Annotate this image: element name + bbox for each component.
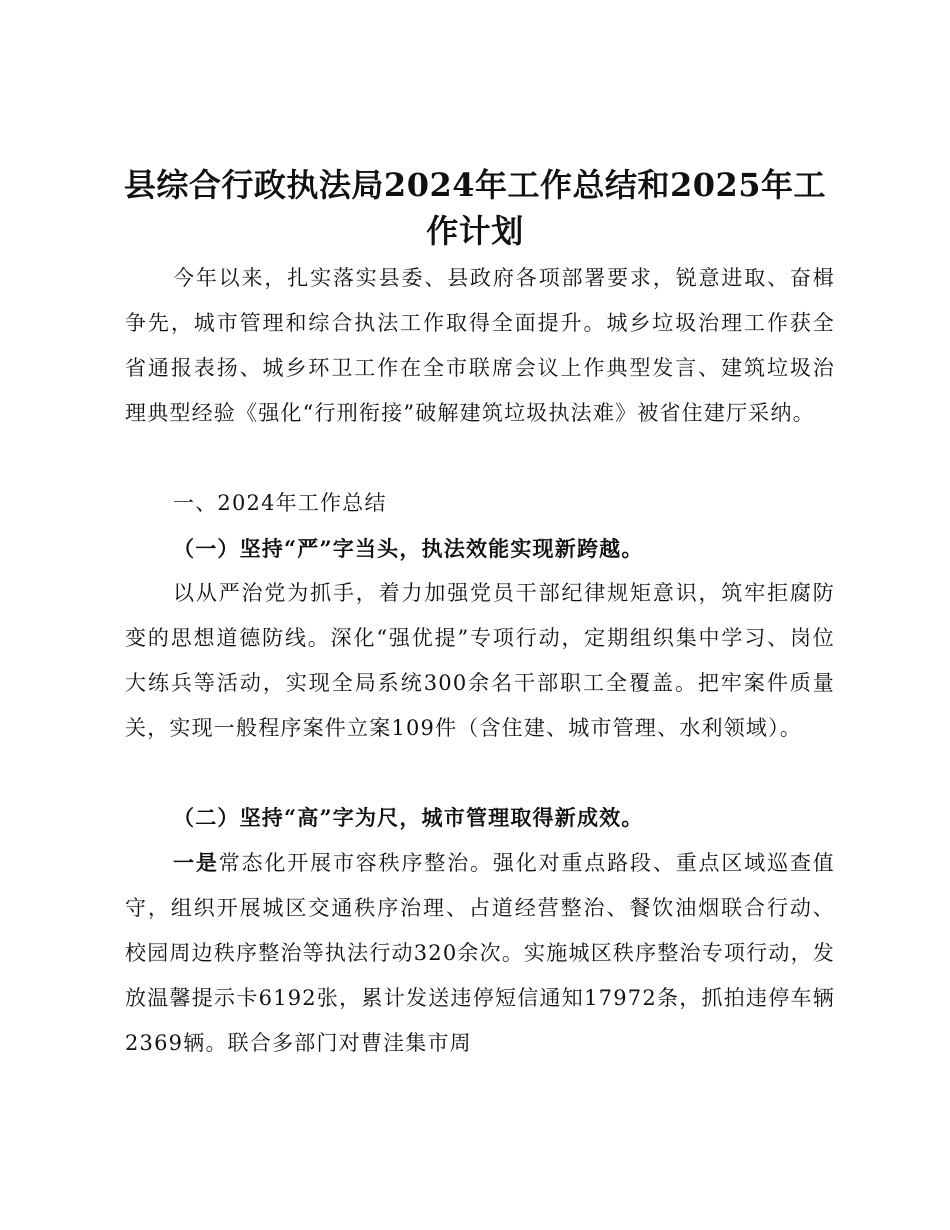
subsection-body-1: 以从严治党为抓手，着力加强党员干部纪律规矩意识，筑牢拒腐防变的思想道德防线。深化“强优提”专项行动，定期组织集中学习、岗位大练兵等活动，实现全局系统300余名干部职工全覆盖。把牢案件质量关，实现一般程序案件立案109件（含住建、城市管理、水利领域）。 [125,581,835,740]
document-title: 县综合行政执法局2024年工作总结和2025年工作计划 [123,166,827,250]
intro-paragraph: 今年以来，扎实落实县委、县政府各项部署要求，锐意进取、奋楫争先，城市管理和综合执法工作取得全面提升。城乡垃圾治理工作获全省通报表扬、城乡环卫工作在全市联席会议上作典型发言、建筑垃圾治理典型经验《强化“行刑衔接”破解建筑垃圾执法难》被省住建厅采纳。 [125,266,835,425]
subsection-heading-2: （二）坚持“高”字为尺，城市管理取得新成效。 [173,805,644,830]
subsection-heading-1: （一）坚持“严”字当头，执法效能实现新跨越。 [173,536,644,561]
item-body: 常态化开展市容秩序整治。强化对重点路段、重点区域巡查值守，组织开展城区交通秩序治理、占道经营整治、餐饮油烟联合行动、校园周边秩序整治等执法行动320余次。实施城区秩序整治专项行动，发放温馨提示卡6192张，累计发送违停短信通知17972条，抓拍违停车辆2369辆。联合多部门对曹洼集市周 [125,851,835,1055]
item-lead: 一是 [173,850,219,875]
section-heading: 一、2024年工作总结 [173,491,387,515]
item-paragraph-1 [125,840,835,1066]
